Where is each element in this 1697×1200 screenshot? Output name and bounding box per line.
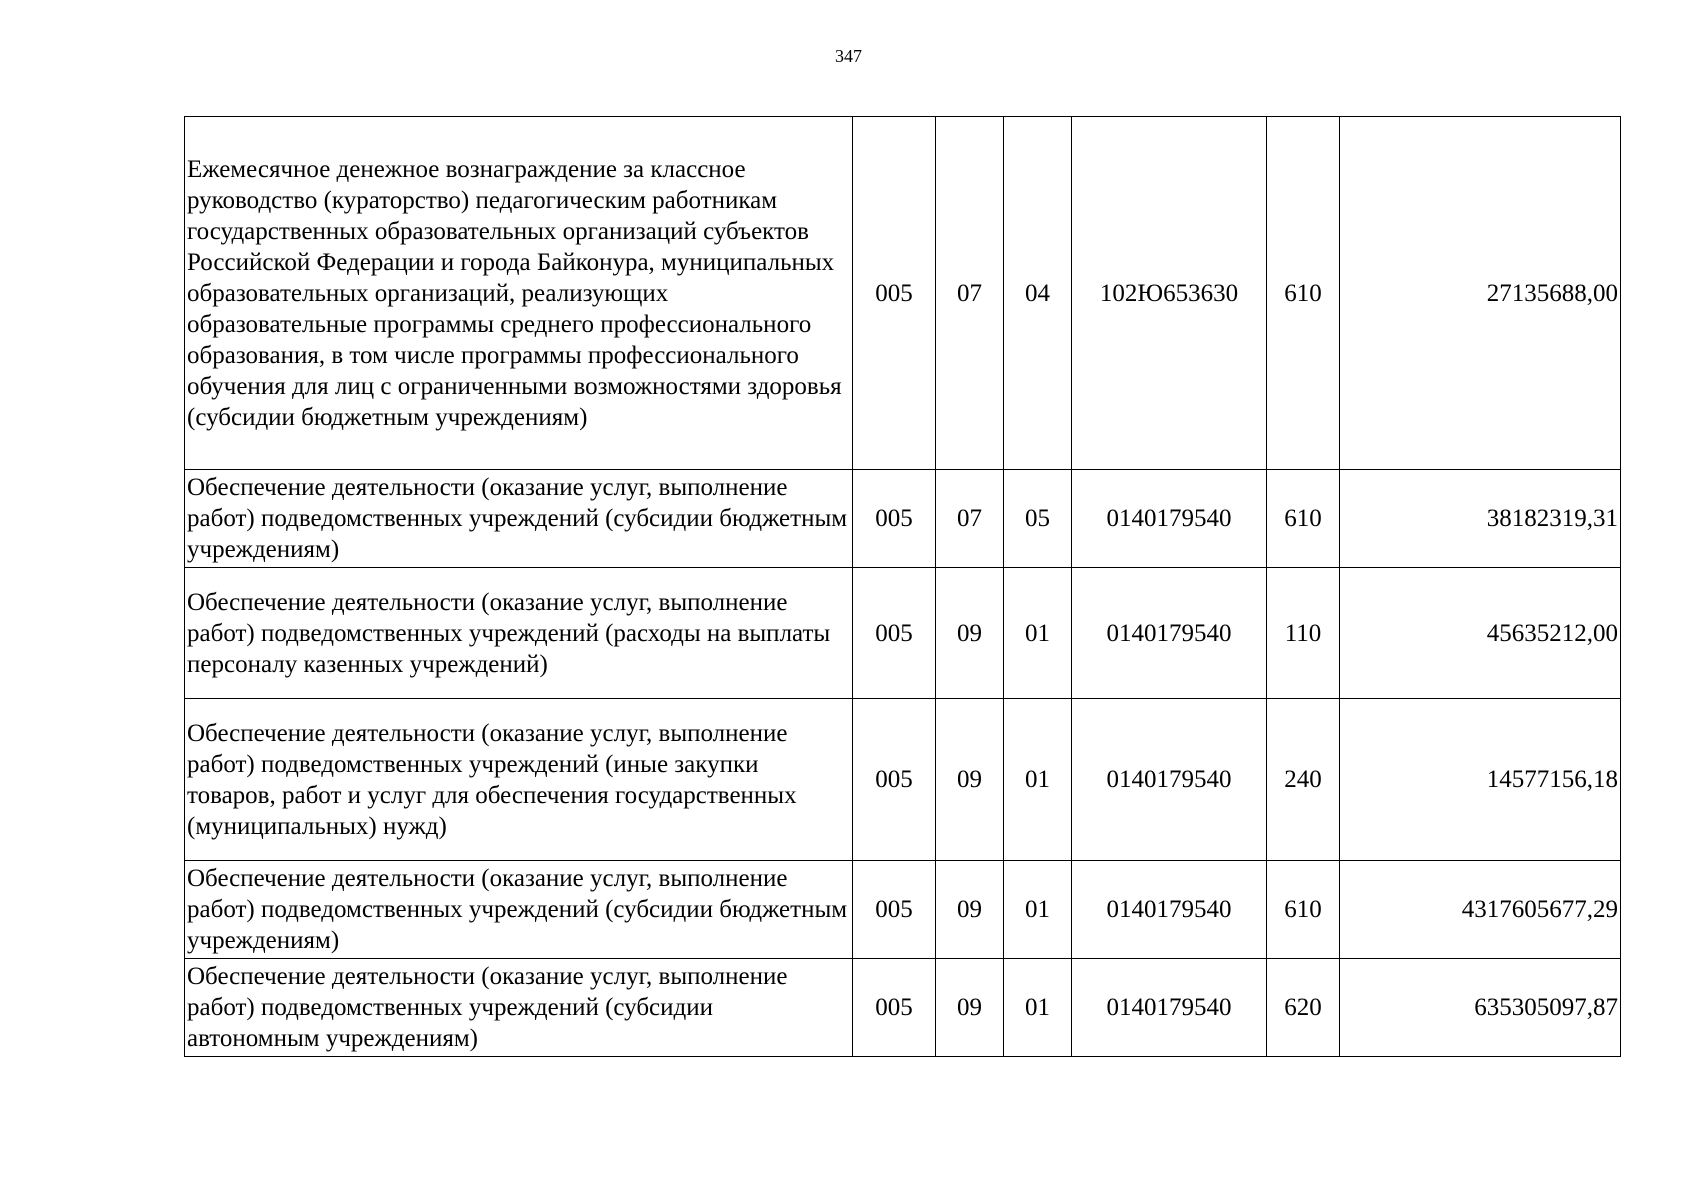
section-code: 09 bbox=[936, 959, 1004, 1057]
table-row bbox=[185, 699, 1621, 861]
expense-type-code: 610 bbox=[1267, 470, 1340, 568]
section-code: 07 bbox=[936, 470, 1004, 568]
amount: 635305097,87 bbox=[1340, 959, 1621, 1057]
subsection-code: 01 bbox=[1004, 959, 1072, 1057]
subsection-code: 01 bbox=[1004, 568, 1072, 699]
department-code: 005 bbox=[853, 470, 936, 568]
section-code: 09 bbox=[936, 861, 1004, 959]
expense-type-code: 620 bbox=[1267, 959, 1340, 1057]
row-description: Обеспечение деятельности (оказание услуг, выполнение работ) подведомственных учреждений (субсидии бюджетным учреждениям) bbox=[185, 470, 853, 568]
target-article-code: 102Ю653630 bbox=[1072, 117, 1267, 470]
subsection-code: 01 bbox=[1004, 699, 1072, 861]
target-article-code: 0140179540 bbox=[1072, 699, 1267, 861]
target-article-code: 0140179540 bbox=[1072, 959, 1267, 1057]
section-code: 09 bbox=[936, 568, 1004, 699]
row-description: Обеспечение деятельности (оказание услуг, выполнение работ) подведомственных учреждений (расходы на выплаты персоналу казенных учреждений) bbox=[185, 568, 853, 699]
target-article-code: 0140179540 bbox=[1072, 568, 1267, 699]
section-code: 07 bbox=[936, 117, 1004, 470]
expense-type-code: 110 bbox=[1267, 568, 1340, 699]
table-row bbox=[185, 959, 1621, 1057]
department-code: 005 bbox=[853, 568, 936, 699]
subsection-code: 04 bbox=[1004, 117, 1072, 470]
row-description: Обеспечение деятельности (оказание услуг, выполнение работ) подведомственных учреждений (субсидии бюджетным учреждениям) bbox=[185, 861, 853, 959]
subsection-code: 05 bbox=[1004, 470, 1072, 568]
amount: 45635212,00 bbox=[1340, 568, 1621, 699]
target-article-code: 0140179540 bbox=[1072, 470, 1267, 568]
row-description: Ежемесячное денежное вознаграждение за классное руководство (кураторство) педагогическим работникам государственных образовательных организаций субъектов Российской Федерации и города Байконура, муниципальных образовательных организаций, реализующих образовательные программы среднего профессионального образования, в том числе программы профессионального обучения для лиц с ограниченными возможностями здоровья (субсидии бюджетным учреждениям) bbox=[185, 117, 853, 470]
target-article-code: 0140179540 bbox=[1072, 861, 1267, 959]
table-row bbox=[185, 117, 1621, 470]
table-row bbox=[185, 470, 1621, 568]
budget-table bbox=[184, 116, 1621, 1057]
row-description: Обеспечение деятельности (оказание услуг, выполнение работ) подведомственных учреждений (иные закупки товаров, работ и услуг для обеспечения государственных (муниципальных) нужд) bbox=[185, 699, 853, 861]
department-code: 005 bbox=[853, 959, 936, 1057]
subsection-code: 01 bbox=[1004, 861, 1072, 959]
expense-type-code: 240 bbox=[1267, 699, 1340, 861]
department-code: 005 bbox=[853, 117, 936, 470]
department-code: 005 bbox=[853, 699, 936, 861]
table-row bbox=[185, 568, 1621, 699]
section-code: 09 bbox=[936, 699, 1004, 861]
expense-type-code: 610 bbox=[1267, 117, 1340, 470]
table-row bbox=[185, 861, 1621, 959]
department-code: 005 bbox=[853, 861, 936, 959]
amount: 4317605677,29 bbox=[1340, 861, 1621, 959]
amount: 38182319,31 bbox=[1340, 470, 1621, 568]
row-description: Обеспечение деятельности (оказание услуг, выполнение работ) подведомственных учреждений (субсидии автономным учреждениям) bbox=[185, 959, 853, 1057]
amount: 27135688,00 bbox=[1340, 117, 1621, 470]
page-number: 347 bbox=[835, 46, 862, 66]
expense-type-code: 610 bbox=[1267, 861, 1340, 959]
amount: 14577156,18 bbox=[1340, 699, 1621, 861]
